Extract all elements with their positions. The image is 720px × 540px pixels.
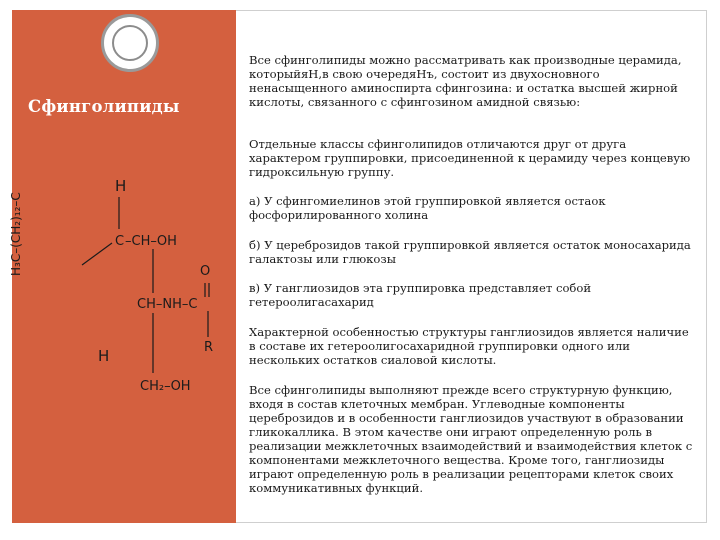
formula-h-top: H	[115, 177, 127, 195]
ring-inner	[112, 25, 148, 61]
formula-ch2-oh: CH₂–OH	[140, 379, 191, 394]
formula-r: R	[204, 340, 214, 355]
paragraph-6: Характерной особенностью структуры ганглиозидов является наличие в составе их гетероолигосахаридной группировки одного или нескольких остатков сиаловой кислоты.	[249, 325, 689, 367]
ceramide-formula	[9, 165, 236, 405]
ring-ornament-icon	[101, 14, 159, 72]
formula-h-bottom-left: H	[98, 347, 110, 365]
formula-ch-oh: –CH–OH	[125, 234, 177, 249]
paragraph-2: Отдельные классы сфинголипидов отличаются друг от друга характером группировки, присоединенной к церамиду через концевую гидроксильную группу.	[249, 137, 691, 179]
paragraph-3: а) У сфингомиелинов этой группировкой является остаок фосфорилированного холина	[249, 194, 606, 222]
formula-o: O	[200, 264, 211, 279]
formula-chain-left: H₃C–(CH₂)₁₂–C	[9, 192, 23, 276]
paragraph-4: б) У цереброзидов такой группировкой является остаток моносахарида галактозы или глюкозы	[249, 238, 691, 266]
paragraph-5: в) У ганглиозидов эта группировка представляет собой гетероолигасахарид	[249, 281, 592, 309]
slide-title: Сфинголипиды	[28, 97, 180, 116]
formula-c-eq: C	[115, 234, 125, 249]
paragraph-7: Все сфинголипиды выполняют прежде всего структурную функцию, входя в состав клеточных мембран. Углеводные компоненты цереброзидов и в особенности ганглиозидов участвуют в образовании гликокаллика. В этом качестве они играют определенную роль в реализации межклеточных взаимодействий и взаимодействия клеток с компонентами межклеточного вещества. Кроме того, ганглиозиды играют определенную роль в реализации рецепторами клеток своих коммуникативных функций.	[249, 383, 693, 495]
paragraph-1: Все сфинголипиды можно рассматривать как производные церамида, которыйяН,в свою очередяНъ, состоит из двухосновного ненасыщенного аминоспирта сфингозина: и остатка высшей жирной кислоты, связанного с сфингозином амидной связью:	[249, 53, 682, 109]
formula-ch-nh: CH–NH–C	[137, 297, 198, 312]
